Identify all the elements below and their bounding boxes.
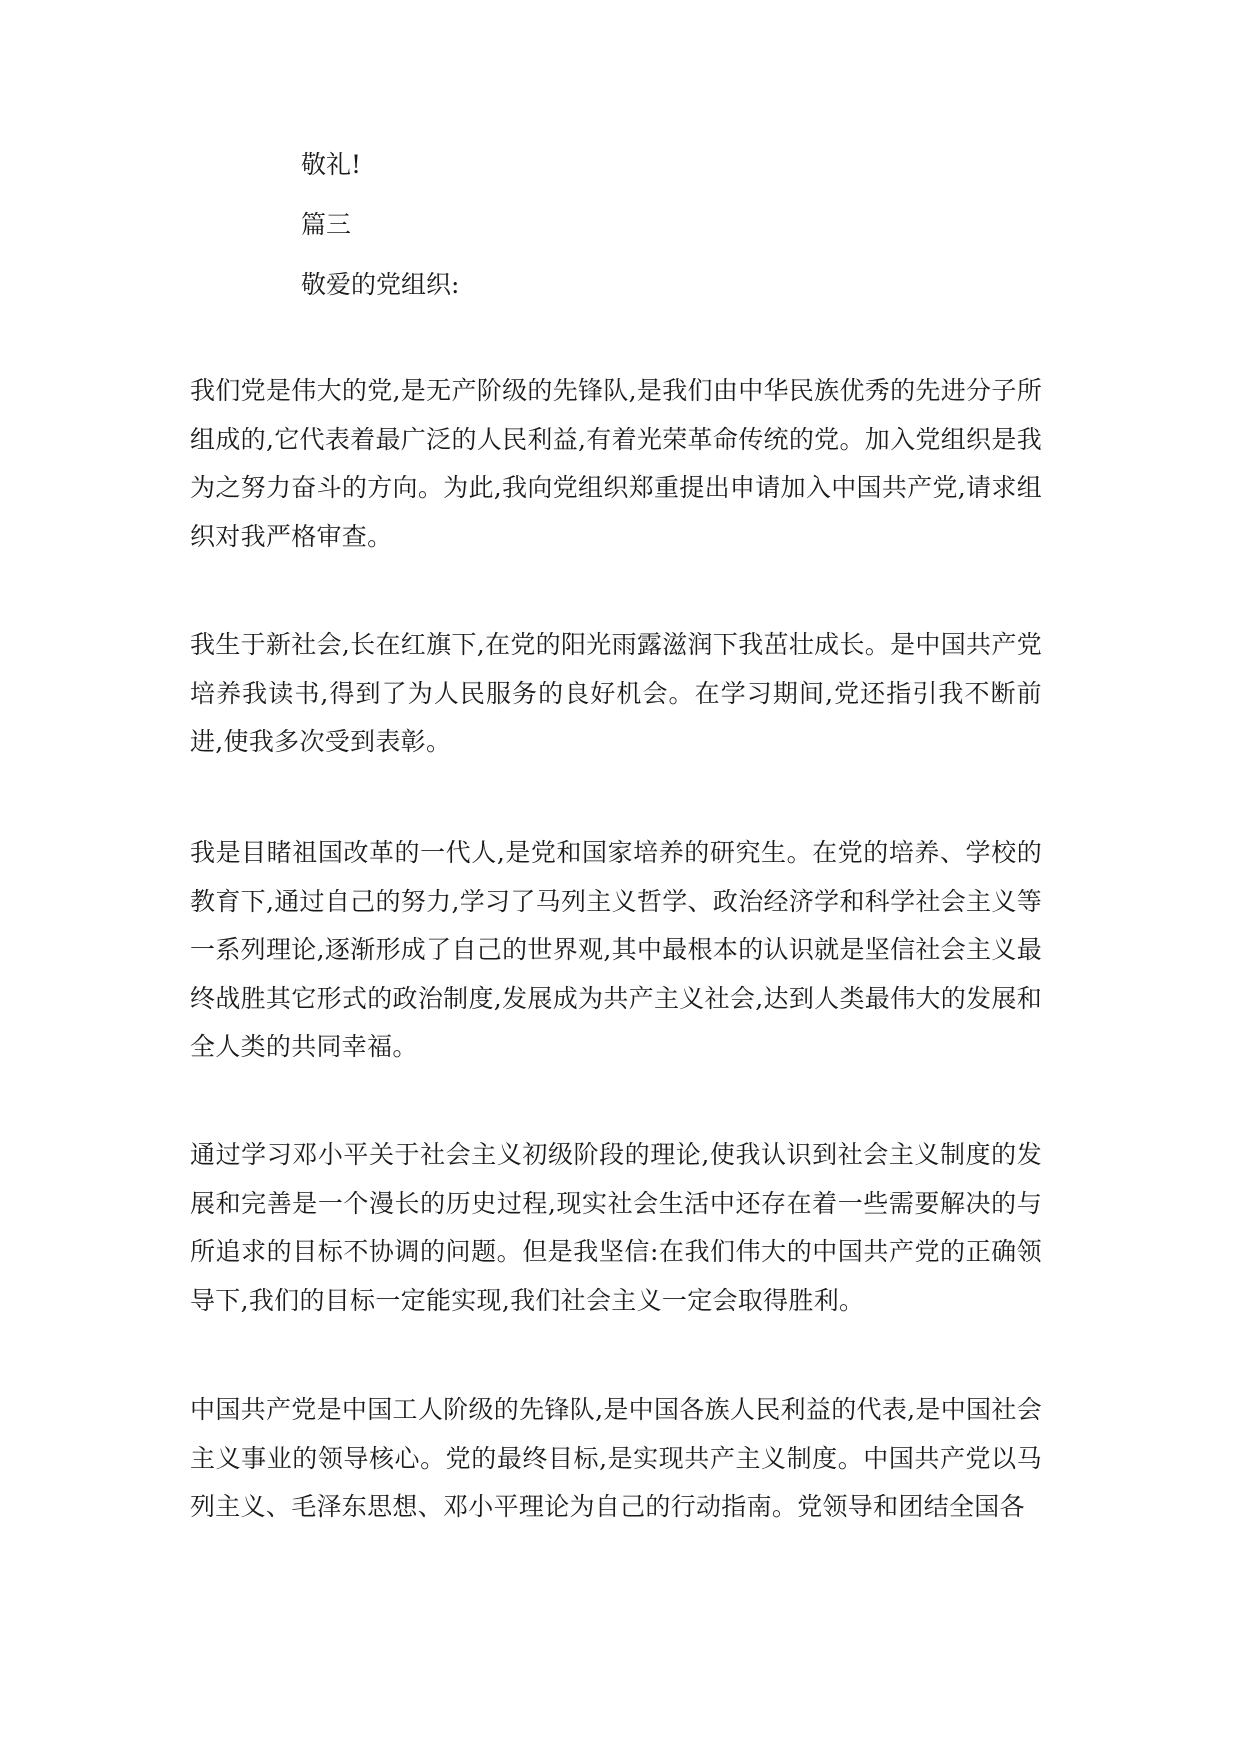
paragraph-2: 我生于新社会,长在红旗下,在党的阳光雨露滋润下我茁壮成长。是中国共产党培养我读书,得到了为人民服务的良好机会。在学习期间,党还指引我不断前进,使我多次受到表彰。 bbox=[190, 630, 1042, 756]
paragraph-4: 通过学习邓小平关于社会主义初级阶段的理论,使我认识到社会主义制度的发展和完善是一个漫长的历史过程,现实社会生活中还存在着一些需要解决的与所追求的目标不协调的问题。但是我坚信:在我们伟大的中国共产党的正确领导下,我们的目标一定能实现,我们社会主义一定会取得胜利。 bbox=[190, 1140, 1042, 1315]
paragraph-5: 中国共产党是中国工人阶级的先锋队,是中国各族人民利益的代表,是中国社会主义事业的领导核心。党的最终目标,是实现共产主义制度。中国共产党以马列主义、毛泽东思想、邓小平理论为自己的行动指南。党领导和团结全国各 bbox=[190, 1395, 1042, 1521]
paragraph-3: 我是目睹祖国改革的一代人,是党和国家培养的研究生。在党的培养、学校的教育下,通过自己的努力,学习了马列主义哲学、政治经济学和科学社会主义等一系列理论,逐渐形成了自己的世界观,其中最根本的认识就是坚信社会主义最终战胜其它形式的政治制度,发展成为共产主义社会,达到人类最伟大的发展和全人类的共同幸福。 bbox=[190, 838, 1042, 1061]
paragraph-1: 我们党是伟大的党,是无产阶级的先锋队,是我们由中华民族优秀的先进分子所组成的,它代表着最广泛的人民利益,有着光荣革命传统的党。加入党组织是我为之努力奋斗的方向。为此,我向党组织郑重提出申请加入中国共产党,请求组织对我严格审查。 bbox=[190, 376, 1042, 551]
closing-line: 敬礼! bbox=[301, 150, 362, 179]
section-heading: 篇三 bbox=[301, 210, 352, 239]
salutation-line: 敬爱的党组织: bbox=[301, 270, 460, 299]
